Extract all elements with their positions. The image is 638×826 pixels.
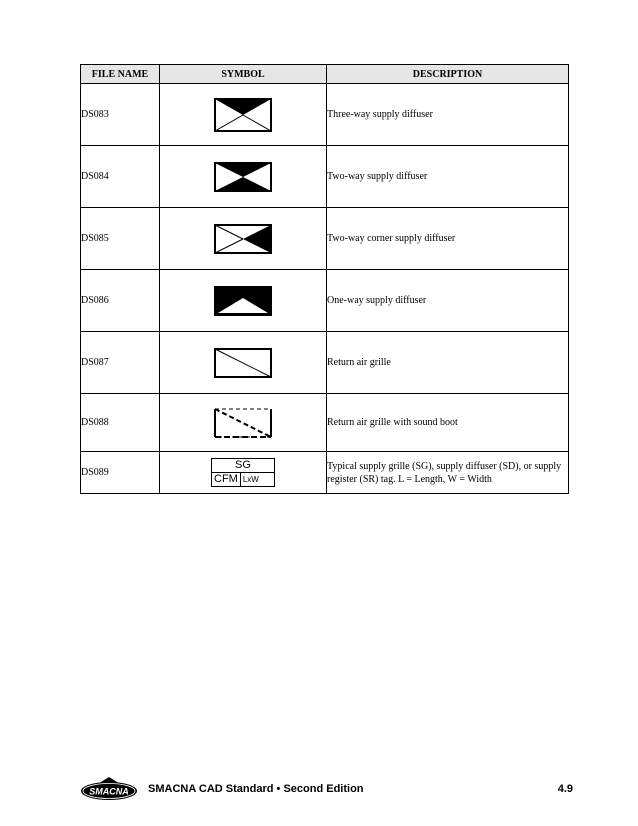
file-name-cell: DS087	[81, 332, 160, 394]
file-name-cell: DS089	[81, 452, 160, 494]
description-cell: Two-way corner supply diffuser	[327, 208, 569, 270]
description-cell: Three-way supply diffuser	[327, 84, 569, 146]
table-header-row	[81, 65, 569, 84]
svg-text:SMACNA: SMACNA	[89, 786, 129, 797]
two-way-supply-diffuser-icon	[214, 162, 272, 192]
symbols-table	[80, 64, 569, 494]
symbol-cell	[160, 394, 327, 452]
symbol-cell	[160, 84, 327, 146]
file-name-cell: DS084	[81, 146, 160, 208]
file-name-cell: DS086	[81, 270, 160, 332]
page-number: 4.9	[557, 783, 573, 795]
tag-cfm-label: CFM	[212, 473, 241, 486]
description-cell: Typical supply grille (SG), supply diffuser (SD), or supply register (SR) tag. L = Length, W = Width	[327, 452, 569, 494]
file-name-cell: DS083	[81, 84, 160, 146]
header-file-name: FILE NAME	[81, 65, 160, 84]
smacna-logo	[80, 776, 138, 802]
file-name-cell: DS088	[81, 394, 160, 452]
table-row	[81, 146, 569, 208]
tag-size-label: LxW	[242, 474, 259, 484]
one-way-supply-diffuser-icon	[214, 286, 272, 316]
table-row	[81, 270, 569, 332]
symbol-cell	[160, 270, 327, 332]
return-air-grille-icon	[214, 348, 272, 378]
symbol-cell	[160, 146, 327, 208]
symbol-cell	[160, 208, 327, 270]
table-row	[81, 394, 569, 452]
page-footer	[80, 776, 573, 802]
table-row	[81, 84, 569, 146]
table-row	[81, 208, 569, 270]
description-cell: Two-way supply diffuser	[327, 146, 569, 208]
two-way-corner-supply-diffuser-icon	[214, 224, 272, 254]
footer-title: SMACNA CAD Standard • Second Edition	[148, 783, 364, 795]
return-air-grille-sound-boot-icon	[214, 408, 272, 438]
table-row	[81, 452, 569, 494]
description-cell: Return air grille	[327, 332, 569, 394]
symbol-cell	[160, 332, 327, 394]
three-way-supply-diffuser-icon	[214, 98, 272, 132]
table-row	[81, 332, 569, 394]
header-description: DESCRIPTION	[327, 65, 569, 84]
file-name-cell: DS085	[81, 208, 160, 270]
supply-grille-tag-icon	[211, 458, 275, 487]
tag-top-label: SG	[212, 459, 274, 473]
description-cell: Return air grille with sound boot	[327, 394, 569, 452]
description-cell: One-way supply diffuser	[327, 270, 569, 332]
header-symbol: SYMBOL	[160, 65, 327, 84]
symbol-cell	[160, 452, 327, 494]
